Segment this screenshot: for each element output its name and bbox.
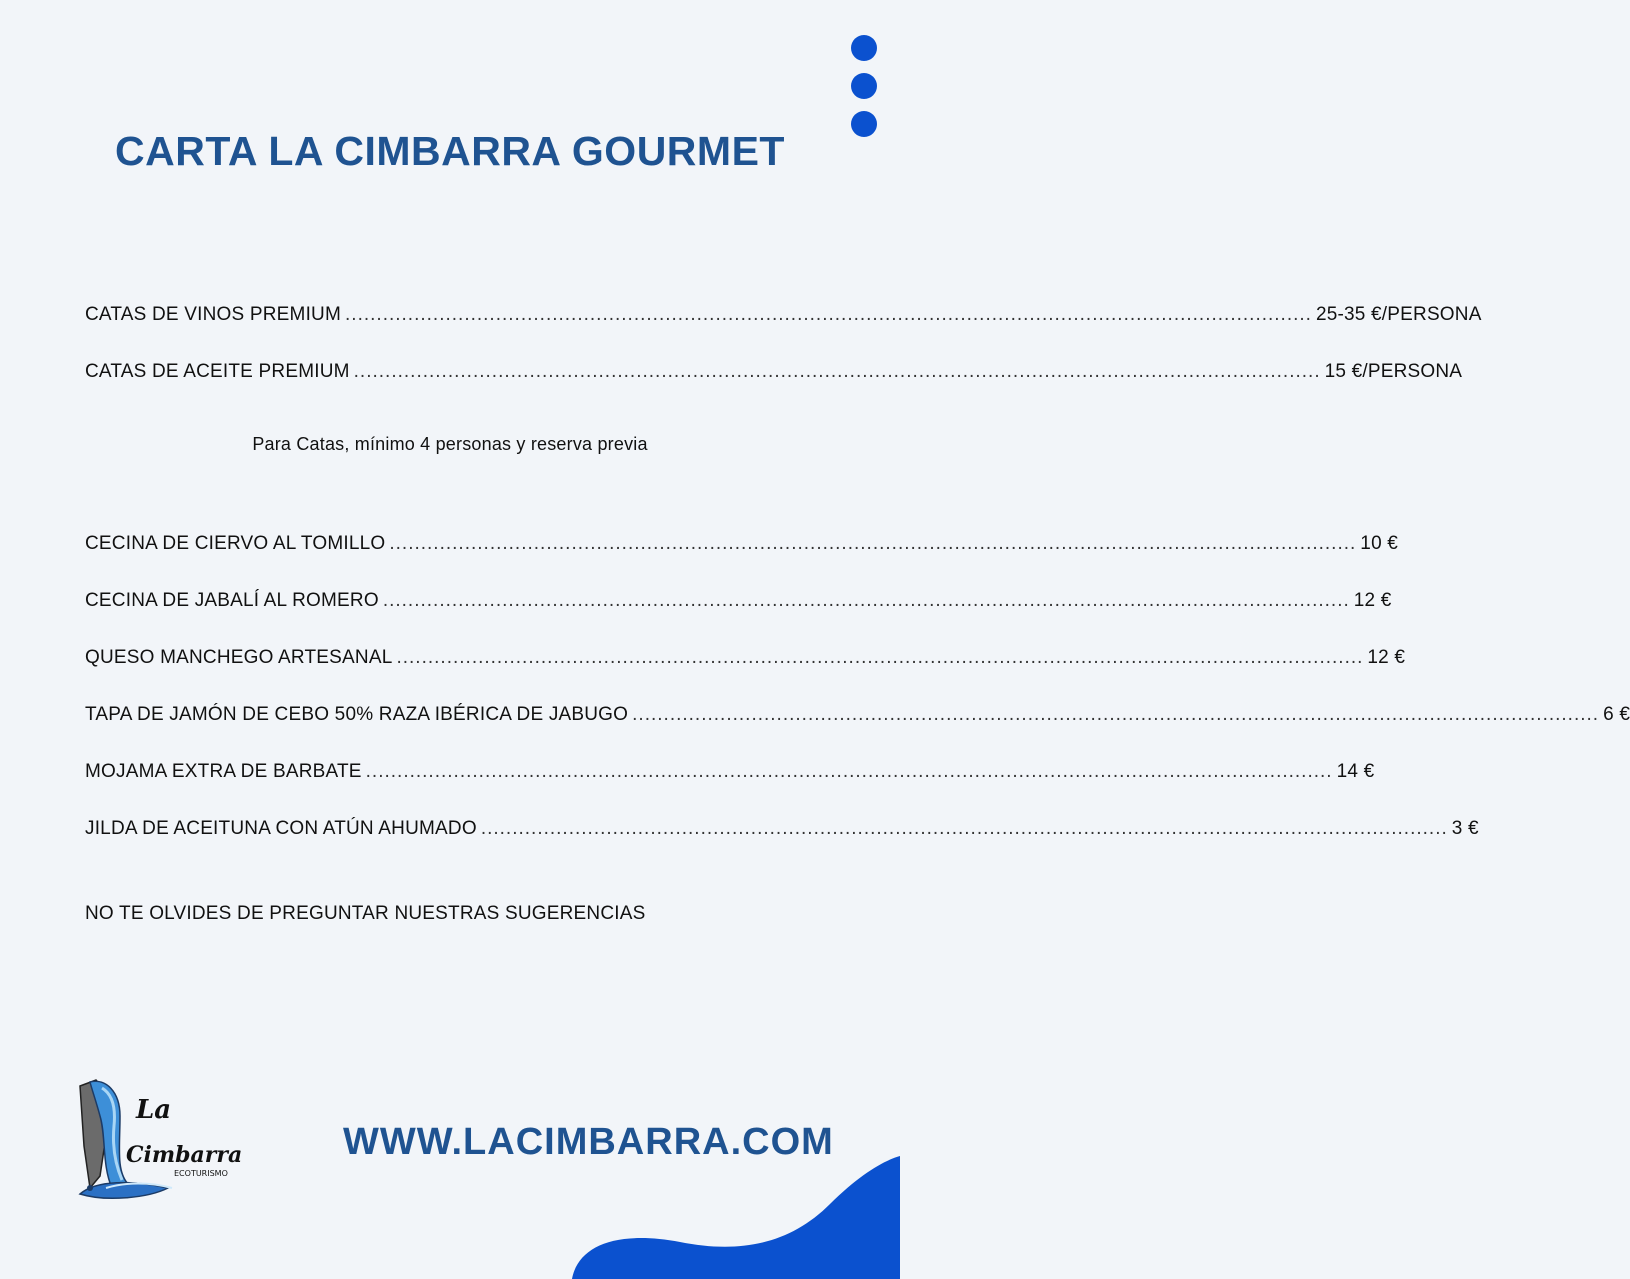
item-name: TAPA DE JAMÓN DE CEBO 50% RAZA IBÉRICA DE JABUGO — [85, 704, 629, 725]
menu-item — [85, 818, 1479, 840]
item-price: 15 €/PERSONA — [1324, 361, 1463, 382]
menu-item — [85, 647, 1406, 669]
item-name: CATAS DE ACEITE PREMIUM — [85, 361, 350, 382]
menu-item — [85, 590, 1392, 612]
page-title: CARTA LA CIMBARRA GOURMET — [115, 128, 785, 174]
dot-leader — [366, 761, 1333, 783]
item-name: QUESO MANCHEGO ARTESANAL — [85, 647, 393, 668]
item-name: MOJAMA EXTRA DE BARBATE — [85, 761, 362, 782]
website-url: WWW.LACIMBARRA.COM — [343, 1121, 834, 1163]
item-price: 12 € — [1353, 590, 1392, 611]
dot-1 — [851, 35, 877, 61]
menu-item-wine-tasting — [85, 304, 1482, 326]
item-price: 25-35 €/PERSONA — [1315, 304, 1482, 325]
dot-leader — [383, 590, 1350, 612]
dot-leader — [632, 704, 1599, 726]
item-price: 3 € — [1451, 818, 1479, 839]
dot-leader — [481, 818, 1448, 840]
dot-2 — [851, 73, 877, 99]
item-price: 6 € — [1603, 704, 1630, 725]
item-price: 10 € — [1360, 533, 1399, 554]
logo-text-ecoturismo: ECOTURISMO — [174, 1169, 228, 1178]
dot-leader — [396, 647, 1363, 669]
menu-item — [85, 761, 1375, 783]
logo-text-la: La — [136, 1095, 172, 1125]
la-cimbarra-logo — [76, 1076, 243, 1206]
item-price: 12 € — [1367, 647, 1406, 668]
item-name: JILDA DE ACEITUNA CON ATÚN AHUMADO — [85, 818, 477, 839]
tasting-note: Para Catas, mínimo 4 personas y reserva previa — [252, 434, 648, 454]
item-name: CATAS DE VINOS PREMIUM — [85, 304, 342, 325]
dot-leader — [345, 304, 1312, 326]
menu-item — [85, 533, 1399, 555]
item-name: CECINA DE JABALÍ AL ROMERO — [85, 590, 379, 611]
dot-leader — [354, 361, 1321, 383]
dot-leader — [389, 533, 1356, 555]
menu-item — [85, 704, 1630, 726]
suggestions-reminder: NO TE OLVIDES DE PREGUNTAR NUESTRAS SUGERENCIAS — [85, 903, 646, 924]
item-price: 14 € — [1336, 761, 1375, 782]
decorative-wave — [560, 1150, 900, 1279]
menu-item-oil-tasting — [85, 361, 1463, 383]
item-name: CECINA DE CIERVO AL TOMILLO — [85, 533, 386, 554]
logo-text-cimbarra: Cimbarra — [126, 1142, 243, 1168]
